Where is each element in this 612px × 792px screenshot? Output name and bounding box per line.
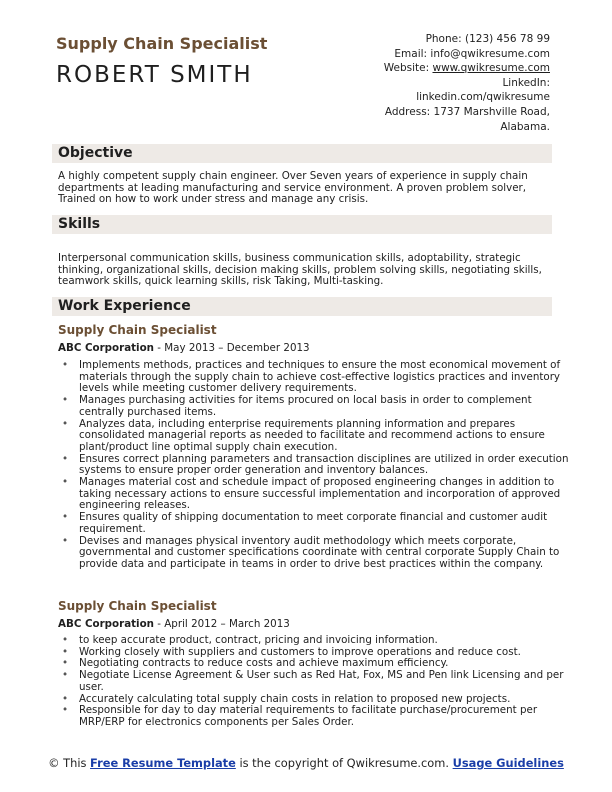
- contact-linkedin-label: LinkedIn:: [502, 76, 550, 89]
- duty-item: • Negotiating contracts to reduce costs and achieve maximum efficiency.: [79, 658, 573, 670]
- skills-text: Interpersonal communication skills, business communication skills, adoptability, strategic thinking, organizational skills, decision making skills, problem solving skills, negotiating skills, teamwork skills, quick learning skills, risk Taking, Multi-tasking.: [58, 252, 542, 288]
- duty-item: • Working closely with suppliers and customers to improve operations and reduce cost.: [79, 647, 573, 659]
- contact-address: Address: 1737 Marshville Road,: [384, 105, 550, 118]
- job-dates: - April 2012 – March 2013: [154, 618, 290, 630]
- duty-item: • Devises and manages physical inventory audit methodology which meets corporate, governmental and customer specifications coordinate with central corporate Supply Chain to provide data and participate in teams in order to drive best practices within the company.: [79, 536, 573, 571]
- contact-block: [290, 32, 550, 134]
- duty-item: • Implements methods, practices and techniques to ensure the most economical movement of materials through the supply chain to achieve cost-effective logistics practices and inventory levels while meeting customer delivery requirements.: [79, 360, 573, 395]
- duty-item: • to keep accurate product, contract, pricing and invoicing information.: [79, 635, 573, 647]
- skills-heading: Skills: [58, 216, 101, 232]
- objective-text: A highly competent supply chain engineer. Over Seven years of experience in supply chain departments at leading manufacturing and service environment. A proven problem solver, Trained on how to work under stress and manage any crisis.: [58, 170, 528, 206]
- experience-heading: Work Experience: [58, 298, 191, 314]
- company-line: [58, 618, 290, 630]
- contact-email: Email: info@qwikresume.com: [394, 47, 550, 60]
- contact-website: Website: www.qwikresume.com: [383, 62, 550, 75]
- website-link[interactable]: www.qwikresume.com: [432, 62, 550, 75]
- free-resume-template-link[interactable]: Free Resume Template: [90, 756, 236, 770]
- duty-item: • Responsible for day to day material requirements to facilitate purchase/procurement per MRP/ERP for electronics components per Sales Order.: [79, 705, 573, 728]
- duty-item: • Negotiate License Agreement & User such as Red Hat, Fox, MS and Pen link Licensing and per user.: [79, 670, 573, 693]
- skills-section-bar: [52, 215, 552, 234]
- contact-address-line2: Alabama.: [500, 120, 550, 133]
- duty-list: [60, 360, 573, 571]
- duty-item: • Ensures correct planning parameters and transaction disciplines are utilized in order execution systems to ensure proper order generation and inventory balances.: [79, 454, 573, 477]
- job-title: Supply Chain Specialist: [58, 599, 217, 613]
- duty-item: • Ensures quality of shipping documentation to meet corporate financial and customer audit requirement.: [79, 512, 573, 535]
- duty-item: • Manages material cost and schedule impact of proposed engineering changes in addition to taking necessary actions to ensure successful implementation and incorporation of approved engineering releases.: [79, 477, 573, 512]
- candidate-name: ROBERT SMITH: [56, 62, 253, 88]
- duty-item: • Manages purchasing activities for items procured on local basis in order to complement centrally purchased items.: [79, 395, 573, 418]
- job-dates: - May 2013 – December 2013: [154, 342, 310, 354]
- duty-item: • Accurately calculating total supply chain costs in relation to proposed new projects.: [79, 694, 573, 706]
- duty-list: [60, 635, 573, 729]
- company-name: ABC Corporation: [58, 618, 154, 630]
- duty-item: • Analyzes data, including enterprise requirements planning information and prepares consolidated managerial reports as needed to facilitate and recommend actions to ensure plant/product line optimal supply chain execution.: [79, 419, 573, 454]
- resume-job-title: Supply Chain Specialist: [56, 34, 268, 53]
- company-line: [58, 342, 310, 354]
- contact-phone: Phone: (123) 456 78 99: [425, 33, 550, 45]
- objective-heading: Objective: [58, 145, 133, 161]
- copyright-footer: © This Free Resume Template is the copyright of Qwikresume.com. Usage Guidelines: [48, 756, 564, 770]
- usage-guidelines-link[interactable]: Usage Guidelines: [452, 756, 564, 770]
- contact-linkedin: linkedin.com/qwikresume: [416, 91, 550, 104]
- company-name: ABC Corporation: [58, 342, 154, 354]
- job-title: Supply Chain Specialist: [58, 323, 217, 337]
